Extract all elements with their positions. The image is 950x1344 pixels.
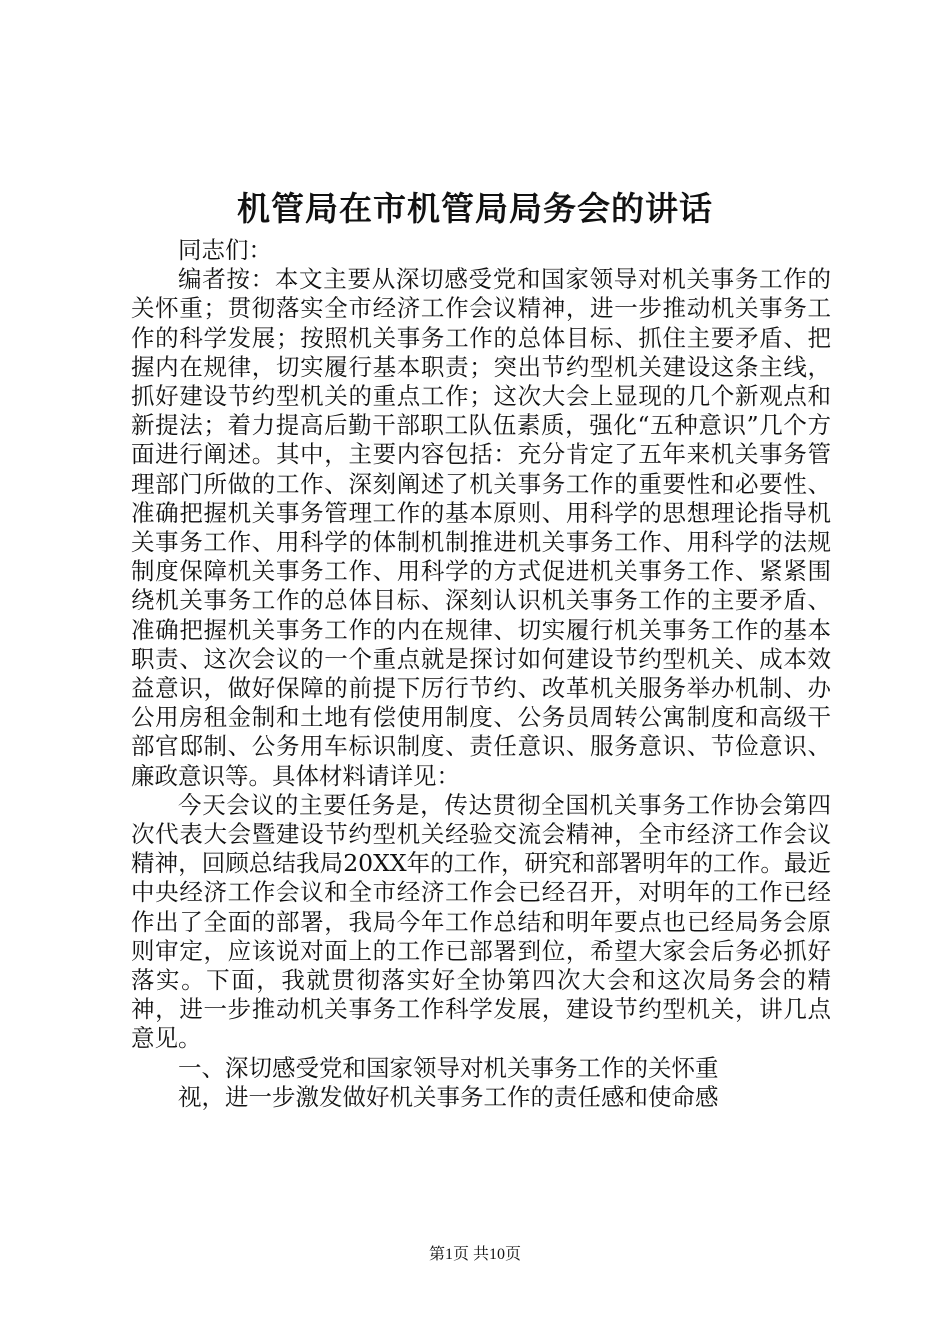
section-heading-line-1: 一、深切感受党和国家领导对机关事务工作的关怀重 xyxy=(178,1053,719,1082)
document-body xyxy=(131,236,831,1112)
meeting-task-paragraph: 今天会议的主要任务是，传达贯彻全国机关事务工作协会第四次代表大会暨建设节约型机关经验交流会精神，全市经济工作会议精神，回顾总结我局20XX年的工作，研究和部署明年的工作。最近中央经济工作会议和全市经济工作会已经召开，对明年的工作已经作出了全面的部署，我局今年工作总结和明年要点也已经局务会原则审定，应该说对面上的工作已部署到位，希望大家会后务必抓好落实。下面，我就贯彻落实好全协第四次大会和这次局务会的精神，进一步推动机关事务工作科学发展，建设节约型机关，讲几点意见。 xyxy=(131,790,831,1053)
document-title: 机管局在市机管局局务会的讲话 xyxy=(237,189,713,228)
editor-note-paragraph: 编者按：本文主要从深切感受党和国家领导对机关事务工作的关怀重；贯彻落实全市经济工作会议精神，进一步推动机关事务工作的科学发展；按照机关事务工作的总体目标、抓住主要矛盾、把握内在规律，切实履行基本职责；突出节约型机关建设这条主线，抓好建设节约型机关的重点工作；这次大会上显现的几个新观点和新提法；着力提高后勤干部职工队伍素质，强化“五种意识”几个方面进行阐述。其中，主要内容包括：充分肯定了五年来机关事务管理部门所做的工作、深刻阐述了机关事务工作的重要性和必要性、准确把握机关事务管理工作的基本原则、用科学的思想理论指导机关事务工作、用科学的体制机制推进机关事务工作、用科学的法规制度保障机关事务工作、用科学的方式促进机关事务工作、紧紧围绕机关事务工作的总体目标、深刻认识机关事务工作的主要矛盾、准确把握机关事务工作的内在规律、切实履行机关事务工作的基本职责、这次会议的一个重点就是探讨如何建设节约型机关、成本效益意识，做好保障的前提下厉行节约、改革机关服务举办机制、办公用房租金制和土地有偿使用制度、公务员周转公寓制度和高级干部官邸制、公务用车标识制度、责任意识、服务意识、节俭意识、廉政意识等。具体材料请详见： xyxy=(131,265,831,790)
greeting-line: 同志们： xyxy=(178,236,272,264)
section-heading-line-2: 视，进一步激发做好机关事务工作的责任感和使命感 xyxy=(178,1082,719,1111)
page-number-footer: 第1页 共10页 xyxy=(428,1246,521,1263)
